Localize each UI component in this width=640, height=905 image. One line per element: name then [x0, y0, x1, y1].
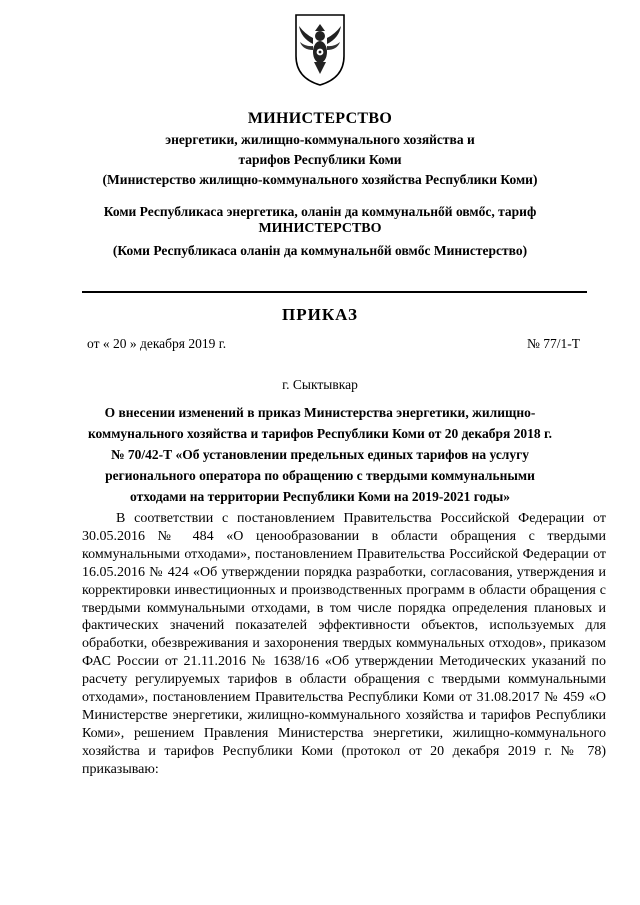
ministry-line-1: энергетики, жилищно-коммунального хозяйства и [165, 132, 475, 147]
order-date: от « 20 » декабря 2019 г. [87, 336, 227, 351]
order-city: г. Сыктывкар [282, 377, 358, 392]
subject-line: отходами на территории Республики Коми на 2019-2021 годы» [130, 489, 510, 504]
ministry-line-3: (Министерство жилищно-коммунального хозяйства Республики Коми) [102, 172, 538, 187]
komi-title: МИНИСТЕРСТВО [258, 221, 382, 236]
subject-line: коммунального хозяйства и тарифов Республики Коми от 20 декабря 2018 г. [87, 426, 553, 441]
order-subject [68, 402, 572, 507]
order-title: ПРИКАЗ [282, 305, 358, 324]
komi-line-2: (Коми Республикаса оланiн да коммунальнőй овмőс Министерство) [112, 243, 528, 258]
subject-line: № 70/42-Т «Об установлении предельных единых тарифов на услугу [110, 447, 530, 462]
subject-line: регионального оператора по обращению с твердыми коммунальными [105, 468, 535, 483]
ministry-title: МИНИСТЕРСТВО [247, 110, 393, 127]
ministry-line-2: тарифов Республики Коми [238, 152, 402, 167]
body-paragraph: В соответствии с постановлением Правительства Российской Федерации от 30.05.2016 № 484 «О ценообразовании в области обращения с твердыми коммунальными отходами», постановлением Правительства Российской Федерации от 16.05.2016 № 424 «Об утверждении порядка разработки, согласования, утверждения и корректировки инвестиционных и производственных программ в области обращения с твердыми коммунальными отходами, в том числе порядка определения плановых и фактических значений показателей эффективности объектов, используемых для обработки, обезвреживания и захоронения твердых коммунальных отходов», приказом ФАС России от 21.11.2016 № 1638/16 «Об утверждении Методических указаний по расчету регулируемых тарифов в области обращения с твердыми коммунальными отходами», постановлением Правительства Республики Коми от 31.08.2017 № 459 «О Министерстве энергетики, жилищно-коммунального хозяйства и тарифов Республики Коми», решением Правления Министерства энергетики, жилищно-коммунального хозяйства и тарифов Республики Коми (протокол от 20 декабря 2019 г. № 78) приказываю: [82, 511, 606, 777]
header-divider [82, 291, 587, 293]
subject-line: О внесении изменений в приказ Министерства энергетики, жилищно- [104, 405, 536, 420]
komi-line-1: Коми Республикаса энергетика, оланiн да коммунальнőй овмőс, тариф [103, 204, 537, 219]
komi-coat-of-arms-icon [293, 12, 347, 88]
order-number: № 77/1-Т [527, 336, 580, 351]
